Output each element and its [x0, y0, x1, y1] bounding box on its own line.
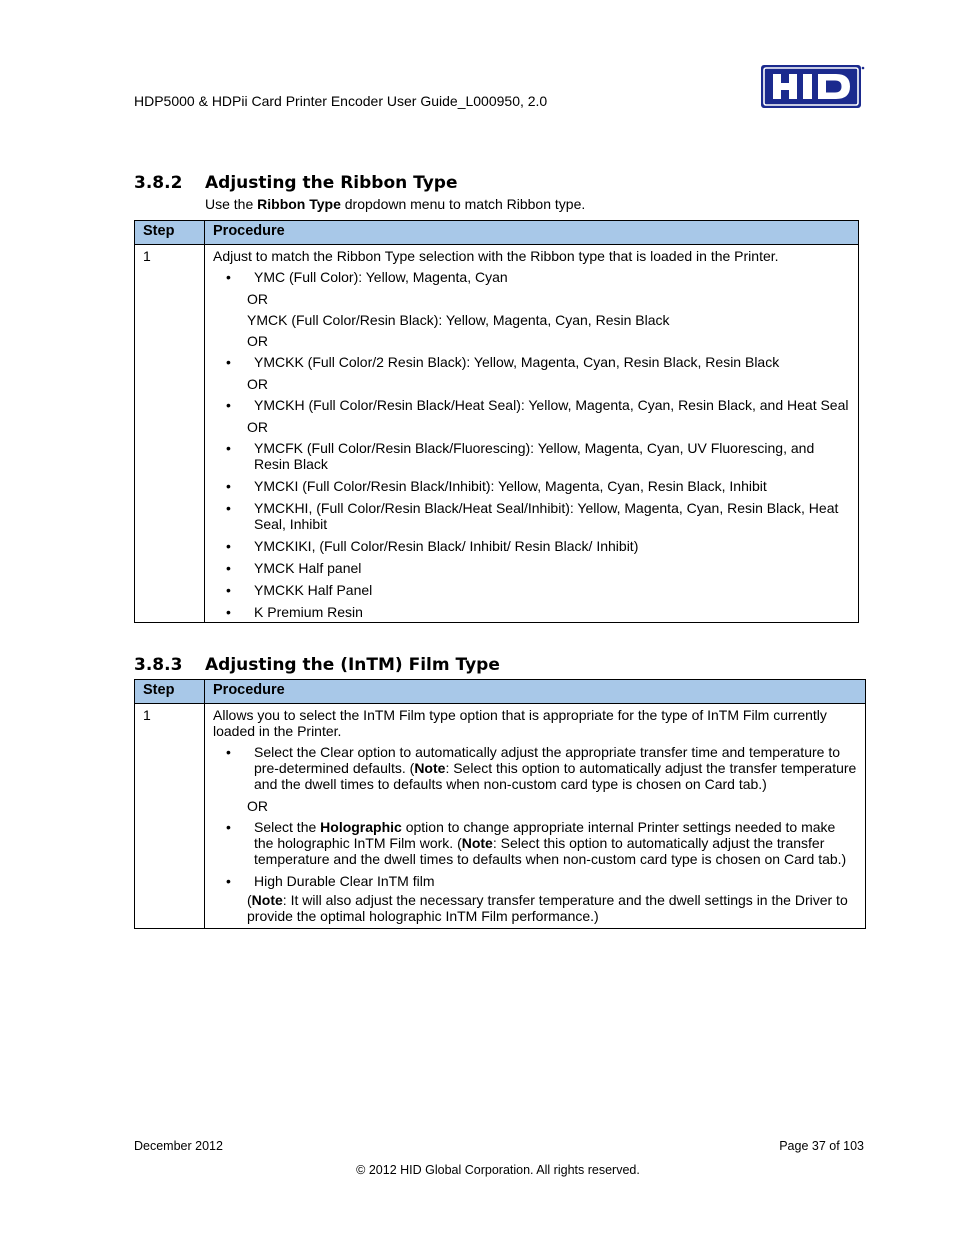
- procedure-lead: Adjust to match the Ribbon Type selection with the Ribbon type that is loaded in the Printer.: [213, 248, 779, 264]
- step-number: 1: [135, 245, 205, 623]
- table-row: [135, 704, 866, 929]
- list-item: • YMCKK Half Panel: [226, 582, 373, 598]
- section-title: Adjusting the Ribbon Type: [205, 173, 458, 193]
- or-text: OR: [247, 333, 268, 349]
- list-item: • YMC (Full Color): Yellow, Magenta, Cyan: [226, 269, 508, 285]
- table-header-step: Step: [135, 680, 205, 704]
- table-header-procedure: Procedure: [205, 680, 866, 704]
- list-item: • High Durable Clear InTM film: [226, 873, 435, 889]
- list-item: • Select the Clear option to automatically adjust the appropriate transfer time and temperature to pre-determined defaults. (Note: Select this option to automatically adjust the transfer temperature and the dwell times to defaults when non-custom card type is chosen on Card tab.): [226, 744, 857, 792]
- table-header-procedure: Procedure: [205, 221, 859, 245]
- ribbon-type-table: [134, 220, 859, 623]
- intro-text-end: dropdown menu to match Ribbon type.: [340, 196, 586, 212]
- list-item: • YMCK Half panel: [226, 560, 362, 576]
- table-header-step: Step: [135, 221, 205, 245]
- intro-text: Use the: [205, 196, 258, 212]
- document-title: HDP5000 & HDPii Card Printer Encoder User Guide_L000950, 2.0: [134, 93, 548, 109]
- list-item: • YMCKIKI, (Full Color/Resin Black/ Inhibit/ Resin Black/ Inhibit): [226, 538, 639, 554]
- list-item: • YMCKK (Full Color/2 Resin Black): Yellow, Magenta, Cyan, Resin Black, Resin Black: [226, 354, 780, 370]
- section-heading-film: [134, 655, 500, 675]
- list-item: • YMCKI (Full Color/Resin Black/Inhibit): Yellow, Magenta, Cyan, Resin Black, Inhibit: [226, 478, 767, 494]
- list-item: • YMCKHI, (Full Color/Resin Black/Heat Seal/Inhibit): Yellow, Magenta, Cyan, Resin Black, Heat Seal, Inhibit: [226, 500, 839, 532]
- footer-copyright: © 2012 HID Global Corporation. All rights reserved.: [356, 1163, 640, 1177]
- or-text: OR: [247, 376, 268, 392]
- intro-bold: Ribbon Type: [257, 196, 341, 212]
- section-intro: [205, 196, 585, 212]
- list-item: • YMCKH (Full Color/Resin Black/Heat Seal): Yellow, Magenta, Cyan, Resin Black, and Heat Seal: [226, 397, 849, 413]
- list-item: • Select the Holographic option to change appropriate internal Printer settings needed to make the holographic InTM Film work. (Note: Select this option to automatically adjust the transfer temperature and the dwell times to defaults when non-custom card type is chosen on Card tab.): [226, 819, 847, 867]
- step-number: 1: [135, 704, 205, 929]
- footer-date: December 2012: [134, 1139, 223, 1153]
- or-text: OR: [247, 419, 268, 435]
- table-row: [135, 245, 859, 623]
- hid-logo: [761, 65, 865, 109]
- section-number: 3.8.2: [134, 173, 183, 193]
- procedure-cell: [205, 245, 859, 623]
- list-item: • K Premium Resin: [226, 604, 363, 620]
- procedure-cell: [205, 704, 866, 929]
- film-type-table: [134, 679, 866, 929]
- section-number: 3.8.3: [134, 655, 183, 675]
- or-text: OR: [247, 798, 268, 814]
- list-item: • YMCFK (Full Color/Resin Black/Fluorescing): Yellow, Magenta, Cyan, UV Fluorescing, and Resin Black: [226, 440, 815, 472]
- footer-page-number: Page 37 of 103: [779, 1139, 864, 1153]
- note-text: (Note: It will also adjust the necessary transfer temperature and the dwell settings in the Driver to provide the optimal holographic InTM Film performance.): [247, 892, 848, 924]
- list-item: YMCK (Full Color/Resin Black): Yellow, Magenta, Cyan, Resin Black: [247, 312, 670, 328]
- section-title: Adjusting the (InTM) Film Type: [205, 655, 500, 675]
- or-text: OR: [247, 291, 268, 307]
- procedure-lead: Allows you to select the InTM Film type option that is appropriate for the type of InTM Film currently loaded in the Printer.: [213, 707, 827, 739]
- section-heading-ribbon: [134, 173, 458, 193]
